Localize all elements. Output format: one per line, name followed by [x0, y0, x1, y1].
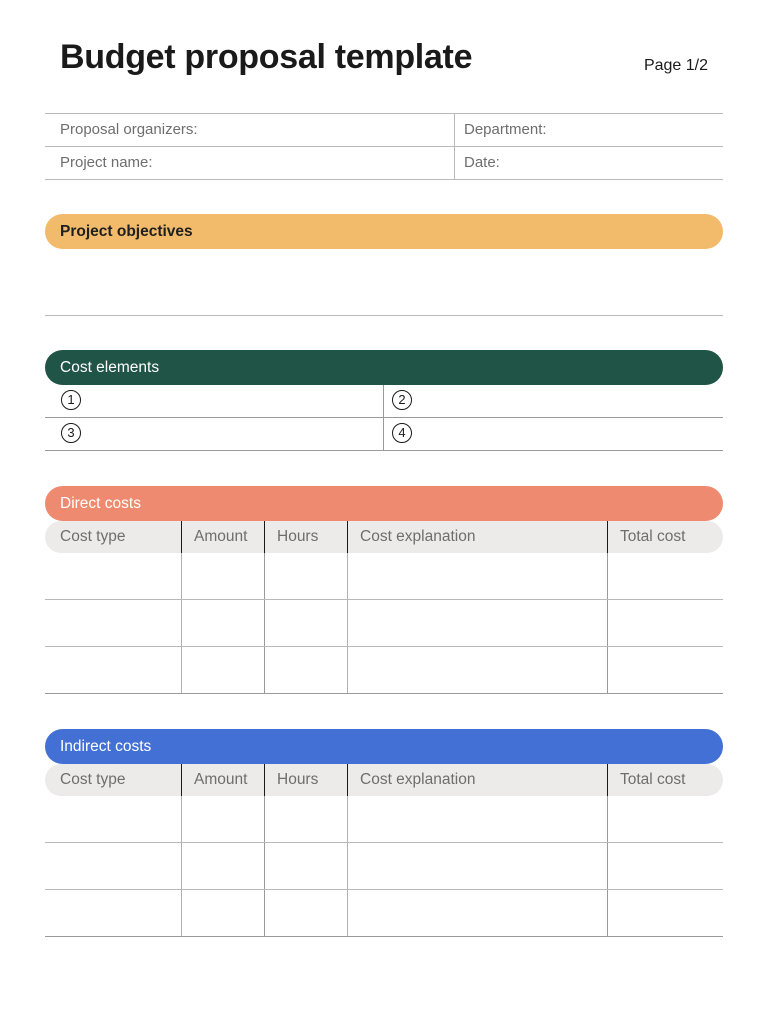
column-header-amount: Amount — [181, 764, 264, 796]
info-row — [45, 114, 723, 147]
table-cell[interactable] — [264, 600, 347, 646]
direct-costs-table — [45, 521, 723, 694]
column-header-cost-explanation: Cost explanation — [347, 521, 607, 553]
cost-element-4-field[interactable] — [384, 418, 723, 450]
column-header-cost-type: Cost type — [60, 771, 126, 788]
table-cell[interactable] — [347, 890, 607, 936]
table-row — [45, 553, 723, 600]
info-row — [45, 147, 723, 180]
table-cell[interactable] — [45, 890, 181, 936]
indirect-costs-table — [45, 764, 723, 937]
table-row — [45, 600, 723, 647]
table-row — [45, 843, 723, 890]
column-header-amount: Amount — [181, 521, 264, 553]
table-cell[interactable] — [181, 796, 264, 842]
cost-element-1-field[interactable] — [45, 385, 384, 417]
number-1-icon: 1 — [61, 390, 81, 410]
page-title: Budget proposal template — [60, 38, 473, 76]
cost-elements-header: Cost elements — [45, 350, 723, 385]
table-cell[interactable] — [264, 796, 347, 842]
table-cell[interactable] — [45, 843, 181, 889]
direct-costs-header: Direct costs — [45, 486, 723, 521]
table-cell[interactable] — [181, 843, 264, 889]
table-cell[interactable] — [347, 647, 607, 693]
table-cell[interactable] — [264, 553, 347, 599]
indirect-costs-header: Indirect costs — [45, 729, 723, 764]
number-3-icon: 3 — [61, 423, 81, 443]
table-cell[interactable] — [607, 553, 723, 599]
cost-elements-row — [45, 385, 723, 418]
column-header-hours: Hours — [264, 764, 347, 796]
info-grid — [45, 113, 723, 180]
table-header — [45, 521, 723, 553]
table-row — [45, 796, 723, 843]
cost-element-2-field[interactable] — [384, 385, 723, 417]
table-cell[interactable] — [181, 553, 264, 599]
table-cell[interactable] — [347, 600, 607, 646]
date-field[interactable]: Date: — [464, 154, 500, 171]
table-cell[interactable] — [264, 843, 347, 889]
table-cell[interactable] — [181, 600, 264, 646]
cost-elements-row — [45, 418, 723, 451]
table-cell[interactable] — [45, 796, 181, 842]
department-field[interactable]: Department: — [464, 121, 547, 138]
table-header — [45, 764, 723, 796]
table-cell[interactable] — [347, 843, 607, 889]
table-cell[interactable] — [347, 553, 607, 599]
column-header-hours: Hours — [264, 521, 347, 553]
column-header-total-cost: Total cost — [607, 764, 723, 796]
column-header-cost-type: Cost type — [60, 528, 126, 545]
table-cell[interactable] — [264, 890, 347, 936]
table-cell[interactable] — [45, 647, 181, 693]
table-cell[interactable] — [45, 600, 181, 646]
table-row — [45, 647, 723, 694]
table-row — [45, 890, 723, 937]
page-number: Page 1/2 — [643, 57, 708, 74]
table-cell[interactable] — [181, 647, 264, 693]
column-header-cost-explanation: Cost explanation — [347, 764, 607, 796]
project-objectives-header: Project objectives — [45, 214, 723, 249]
project-name-field[interactable]: Project name: — [45, 147, 455, 179]
table-cell[interactable] — [45, 553, 181, 599]
table-cell[interactable] — [607, 843, 723, 889]
table-cell[interactable] — [607, 647, 723, 693]
proposal-organizers-field[interactable]: Proposal organizers: — [45, 114, 455, 146]
table-cell[interactable] — [181, 890, 264, 936]
table-cell[interactable] — [607, 600, 723, 646]
number-4-icon: 4 — [392, 423, 412, 443]
column-header-total-cost: Total cost — [607, 521, 723, 553]
project-objectives-field[interactable] — [45, 249, 723, 316]
number-2-icon: 2 — [392, 390, 412, 410]
table-cell[interactable] — [264, 647, 347, 693]
table-cell[interactable] — [347, 796, 607, 842]
table-cell[interactable] — [607, 890, 723, 936]
cost-elements-grid — [45, 385, 723, 451]
table-cell[interactable] — [607, 796, 723, 842]
cost-element-3-field[interactable] — [45, 418, 384, 450]
